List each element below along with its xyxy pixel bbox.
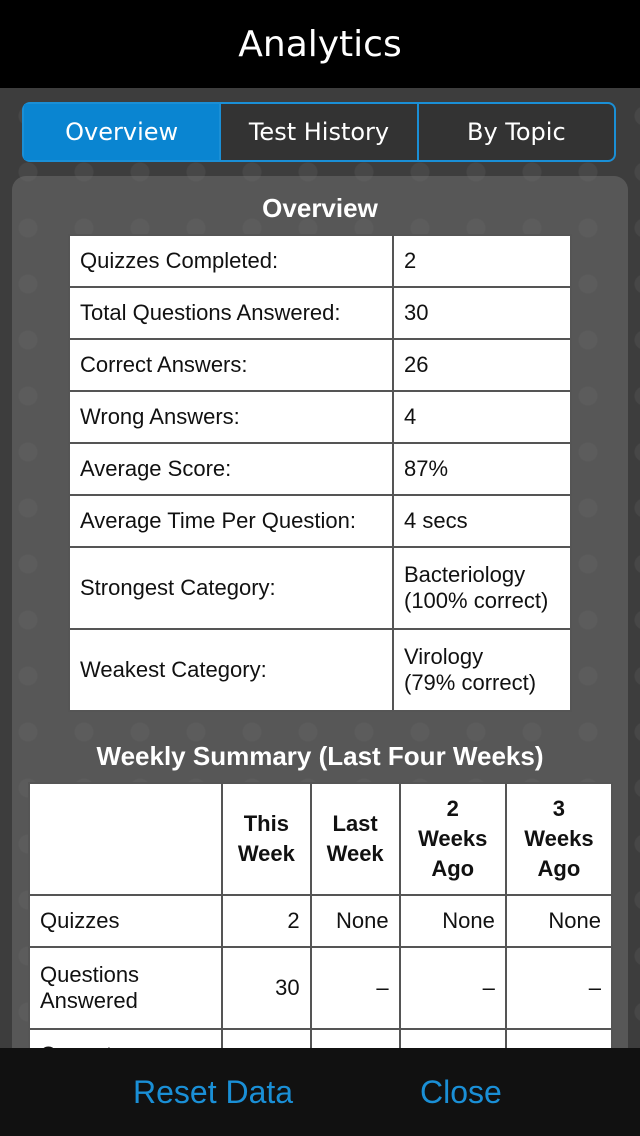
stat-value: 4 xyxy=(393,391,571,443)
cell-value: – xyxy=(400,947,506,1029)
corner-cell xyxy=(29,783,222,895)
table-row xyxy=(69,287,571,339)
row-label-line: Questions xyxy=(40,962,140,987)
category-percent: (79% correct) xyxy=(404,670,537,695)
cell-value: 2 xyxy=(222,895,311,947)
stat-label: Strongest Category: xyxy=(69,547,393,629)
category-name: Bacteriology xyxy=(404,562,526,587)
table-row xyxy=(69,235,571,287)
cell-value: – xyxy=(506,947,612,1029)
stat-label: Quizzes Completed: xyxy=(69,235,393,287)
stat-value: 26 xyxy=(393,339,571,391)
overview-title: Overview xyxy=(262,193,378,223)
table-row xyxy=(69,391,571,443)
table-row xyxy=(69,443,571,495)
cell-value: – xyxy=(311,947,400,1029)
table-row xyxy=(69,339,571,391)
stat-label: Total Questions Answered: xyxy=(69,287,393,339)
header-line: Week xyxy=(237,841,295,866)
tab-test-history-label: Test History xyxy=(248,118,390,146)
table-row xyxy=(29,895,612,947)
header-line: This xyxy=(243,811,289,836)
cell-value: 30 xyxy=(222,947,311,1029)
header-line: Ago xyxy=(537,856,581,881)
cell-value: None xyxy=(311,895,400,947)
tab-overview[interactable] xyxy=(24,104,219,160)
tab-overview-label: Overview xyxy=(65,118,179,146)
stat-value: 87% xyxy=(393,443,571,495)
col-header-last-week xyxy=(311,783,400,895)
cell-value: None xyxy=(506,895,612,947)
overview-table xyxy=(68,234,572,712)
col-header-this-week xyxy=(222,783,311,895)
row-label: Quizzes xyxy=(29,895,222,947)
row-label-line: Answered xyxy=(40,988,138,1013)
bottom-toolbar xyxy=(0,1048,640,1136)
stat-label: Weakest Category: xyxy=(69,629,393,711)
table-row xyxy=(69,495,571,547)
stat-label: Correct Answers: xyxy=(69,339,393,391)
cell-value: None xyxy=(400,895,506,947)
reset-data-button[interactable]: Reset Data xyxy=(133,1074,294,1110)
stat-value: 4 secs xyxy=(393,495,571,547)
tab-test-history[interactable] xyxy=(219,104,416,160)
tab-by-topic-label: By Topic xyxy=(466,118,566,146)
category-name: Virology xyxy=(404,644,484,669)
stat-label: Wrong Answers: xyxy=(69,391,393,443)
table-row xyxy=(29,947,612,1029)
stat-label: Average Score: xyxy=(69,443,393,495)
header-line: Last xyxy=(332,811,378,836)
header-line: Week xyxy=(326,841,384,866)
category-percent: (100% correct) xyxy=(404,588,549,613)
header-line: Ago xyxy=(431,856,475,881)
col-header-2-weeks-ago xyxy=(400,783,506,895)
segmented-control xyxy=(22,102,616,162)
col-header-3-weeks-ago xyxy=(506,783,612,895)
header-line: Weeks xyxy=(524,826,594,851)
header-line: Weeks xyxy=(418,826,488,851)
header-line: 3 xyxy=(552,796,566,821)
table-row xyxy=(69,547,571,629)
tab-by-topic[interactable] xyxy=(417,104,614,160)
weekly-summary-title: Weekly Summary (Last Four Weeks) xyxy=(96,741,544,771)
title-bar xyxy=(0,0,640,88)
stat-label: Average Time Per Question: xyxy=(69,495,393,547)
page-title: Analytics xyxy=(238,23,402,65)
close-button[interactable]: Close xyxy=(420,1074,502,1110)
stat-value xyxy=(393,629,571,711)
table-header-row xyxy=(29,783,612,895)
header-line: 2 xyxy=(446,796,459,821)
stat-value: 30 xyxy=(393,287,571,339)
stat-value: 2 xyxy=(393,235,571,287)
content-area[interactable] xyxy=(0,88,640,1048)
stat-value xyxy=(393,547,571,629)
table-row xyxy=(69,629,571,711)
row-label xyxy=(29,947,222,1029)
